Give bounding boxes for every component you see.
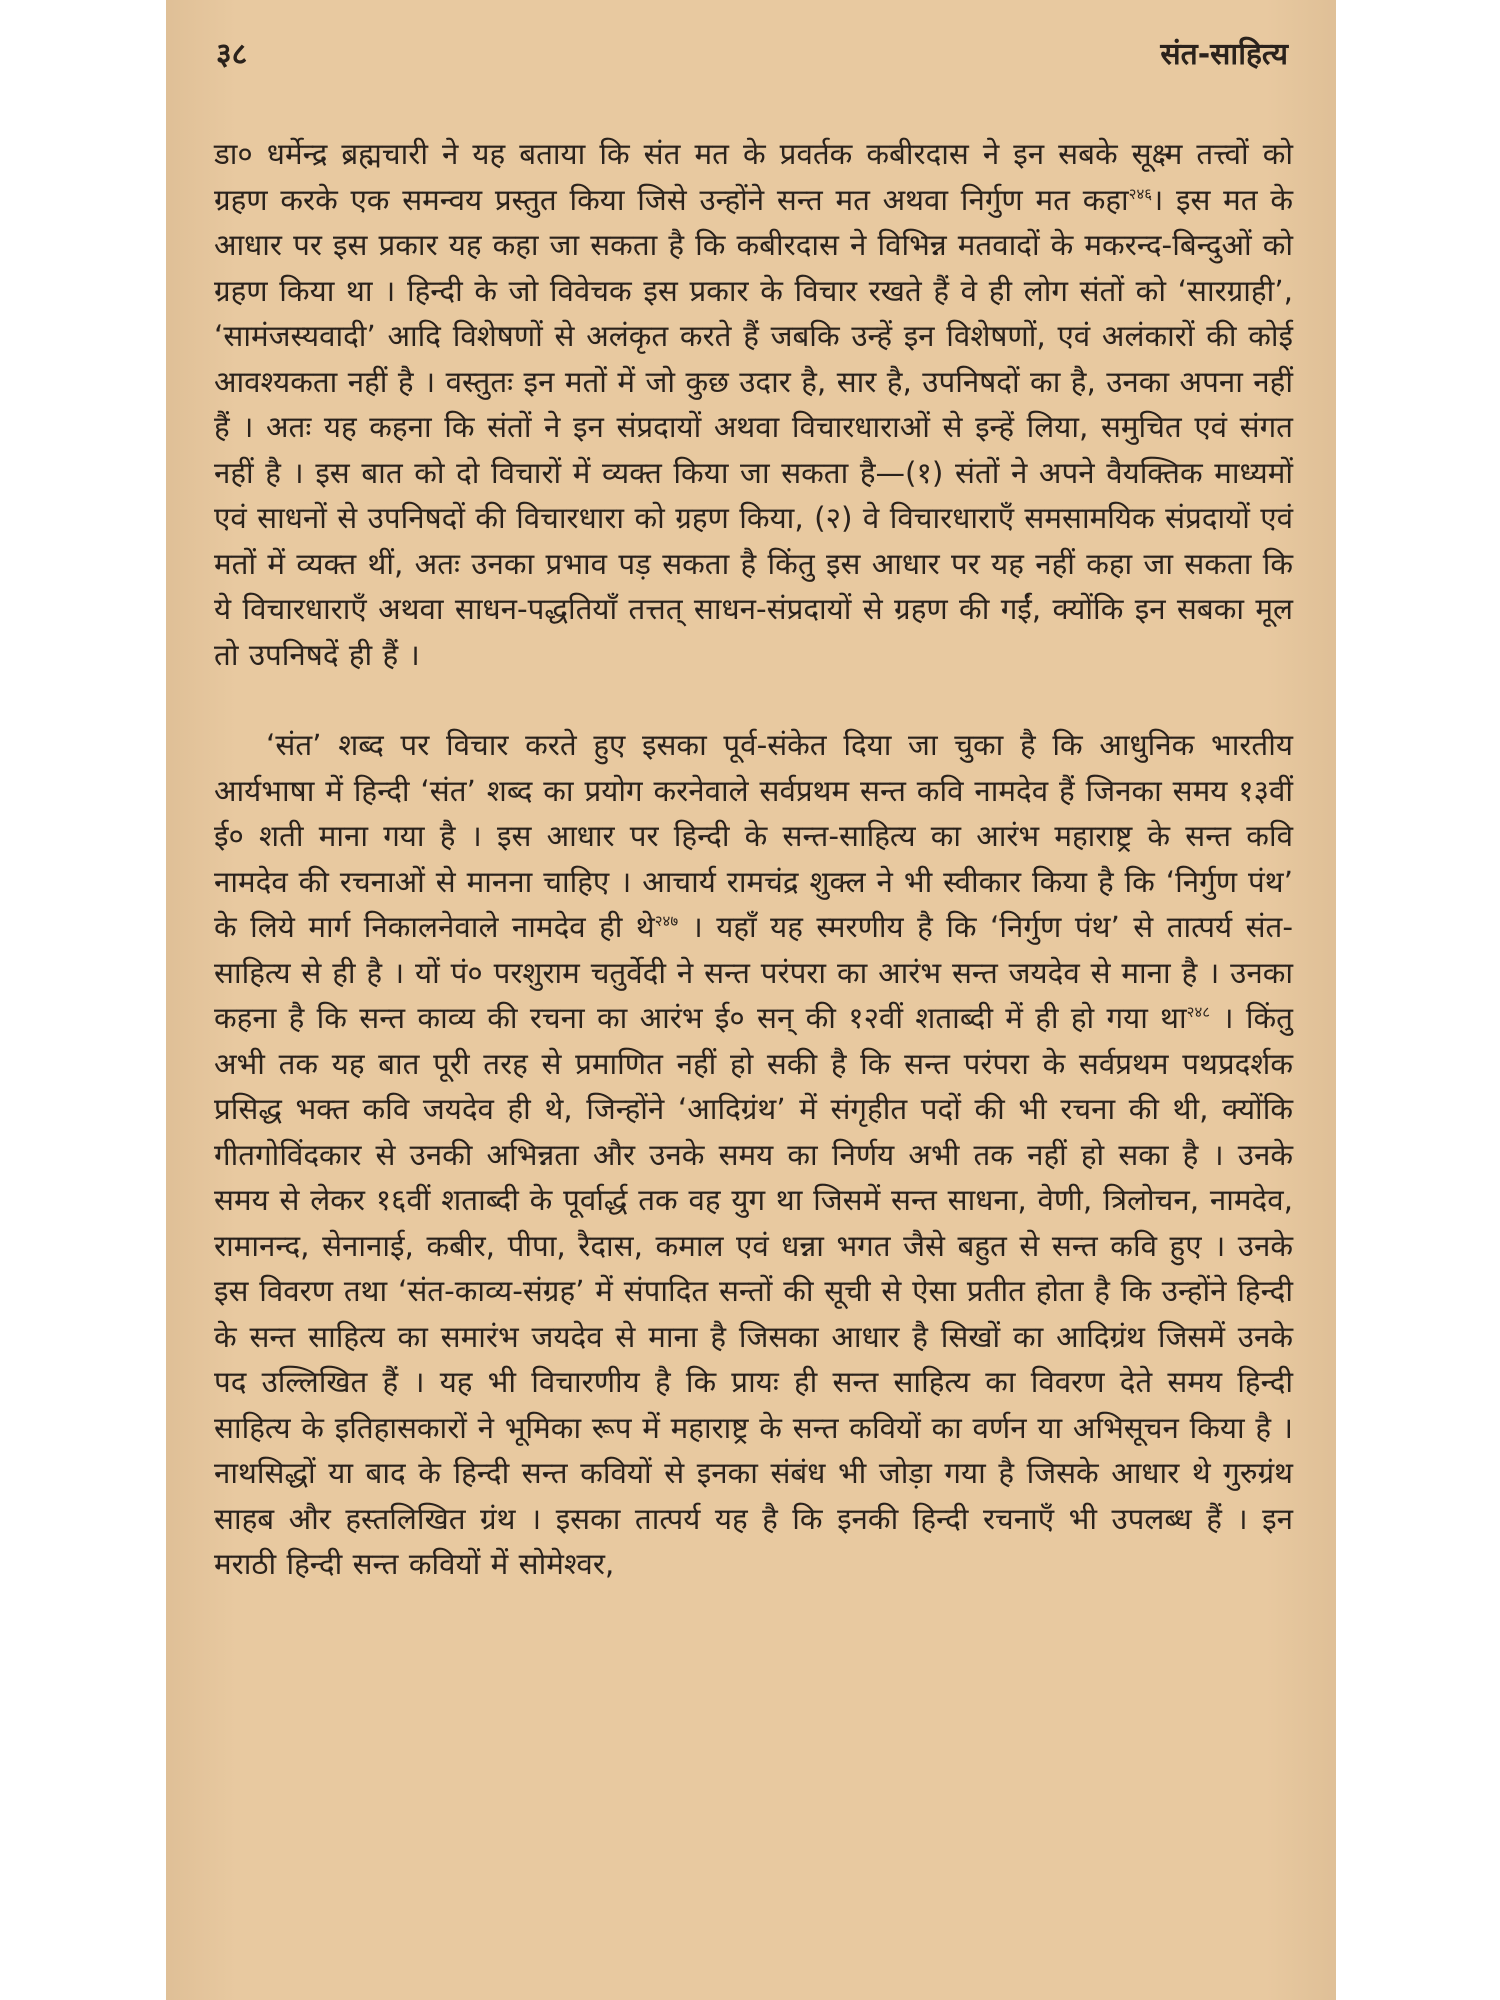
body-text	[214, 132, 1293, 1588]
paragraph-2	[214, 723, 1293, 1588]
paragraph-2-text-end: । किंतु अभी तक यह बात पूरी तरह से प्रमाणित नहीं हो सकी है कि सन्त परंपरा के सर्वप्रथम पथप्रदर्शक प्रसिद्ध भक्त कवि जयदेव ही थे, जिन्होंने ‘आदिग्रंथ’ में संगृहीत पदों की भी रचना की थी, क्योंकि गीतगोविंदकार से उनकी अभिन्नता और उनके समय का निर्णय अभी तक नहीं हो सका है । उनके समय से लेकर १६वीं शताब्दी के पूर्वार्द्ध तक वह युग था जिसमें सन्त साधना, वेणी, त्रिलोचन, नामदेव, रामानन्द, सेनानाई, कबीर, पीपा, रैदास, कमाल एवं धन्ना भगत जैसे बहुत से सन्त कवि हुए । उनके इस विवरण तथा ‘संत-काव्य-संग्रह’ में संपादित सन्तों की सूची से ऐसा प्रतीत होता है कि उन्होंने हिन्दी के सन्त साहित्य का समारंभ जयदेव से माना है जिसका आधार है सिखों का आदिग्रंथ जिसमें उनके पद उल्लिखित हैं । यह भी विचारणीय है कि प्रायः ही सन्त साहित्य का विवरण देते समय हिन्दी साहित्य के इतिहासकारों ने भूमिका रूप में महाराष्ट्र के सन्त कवियों का वर्णन या अभिसूचन किया है । नाथसिद्धों या बाद के हिन्दी सन्त कवियों से इनका संबंध भी जोड़ा गया है जिसके आधार थे गुरुग्रंथ साहब और हस्तलिखित ग्रंथ । इसका तात्पर्य यह है कि इनकी हिन्दी रचनाएँ भी उपलब्ध हैं । इन मराठी हिन्दी सन्त कवियों में सोमेश्वर,	[214, 1001, 1293, 1581]
footnote-ref-247: २४७	[654, 912, 679, 931]
paragraph-2-text: ‘संत’ शब्द पर विचार करते हुए इसका पूर्व-संकेत दिया जा चुका है कि आधुनिक भारतीय आर्यभाषा में हिन्दी ‘संत’ शब्द का प्रयोग करनेवाले सर्वप्रथम सन्त कवि नामदेव हैं जिनका समय १३वीं ई० शती माना गया है । इस आधार पर हिन्दी के सन्त-साहित्य का आरंभ महाराष्ट्र के सन्त कवि नामदेव की रचनाओं से मानना चाहिए । आचार्य रामचंद्र शुक्ल ने भी स्वीकार किया है कि ‘निर्गुण पंथ’ के लिये मार्ग निकालनेवाले नामदेव ही थे	[214, 728, 1293, 944]
book-page	[166, 0, 1336, 2000]
page-header	[216, 32, 1288, 72]
footnote-ref-246: २४६	[1128, 184, 1153, 203]
paragraph-2-text-cont: । यहाँ यह स्मरणीय है कि ‘निर्गुण पंथ’ से तात्पर्य संत-साहित्य से ही है । यों पं० परशुराम चतुर्वेदी ने सन्त परंपरा का आरंभ सन्त जयदेव से माना है । उनका कहना है कि सन्त काव्य की रचना का आरंभ ई० सन् की १२वीं शताब्दी में ही हो गया था	[214, 910, 1293, 1035]
paragraph-1	[214, 132, 1293, 678]
running-title: संत-साहित्य	[1160, 37, 1288, 72]
paragraph-1-text-cont: । इस मत के आधार पर इस प्रकार यह कहा जा सकता है कि कबीरदास ने विभिन्न मतवादों के मकरन्द-बिन्दुओं को ग्रहण किया था । हिन्दी के जो विवेचक इस प्रकार के विचार रखते हैं वे ही लोग संतों को ‘सारग्राही’, ‘सामंजस्यवादी’ आदि विशेषणों से अलंकृत करते हैं जबकि उन्हें इन विशेषणों, एवं अलंकारों की कोई आवश्यकता नहीं है । वस्तुतः इन मतों में जो कुछ उदार है, सार है, उपनिषदों का है, उनका अपना नहीं हैं । अतः यह कहना कि संतों ने इन संप्रदायों अथवा विचारधाराओं से इन्हें लिया, समुचित एवं संगत नहीं है । इस बात को दो विचारों में व्यक्त किया जा सकता है—(१) संतों ने अपने वैयक्तिक माध्यमों एवं साधनों से उपनिषदों की विचारधारा को ग्रहण किया, (२) वे विचारधाराएँ समसामयिक संप्रदायों एवं मतों में व्यक्त थीं, अतः उनका प्रभाव पड़ सकता है किंतु इस आधार पर यह नहीं कहा जा सकता कि ये विचारधाराएँ अथवा साधन-पद्धतियाँ तत्तत् साधन-संप्रदायों से ग्रहण की गईं, क्योंकि इन सबका मूल तो उपनिषदें ही हैं ।	[214, 182, 1293, 672]
paragraph-1-text: डा० धर्मेन्द्र ब्रह्मचारी ने यह बताया कि संत मत के प्रवर्तक कबीरदास ने इन सबके सूक्ष्म तत्त्वों को ग्रहण करके एक समन्वय प्रस्तुत किया जिसे उन्होंने सन्त मत अथवा निर्गुण मत कहा	[214, 137, 1293, 217]
footnote-ref-248: २४८	[1186, 1003, 1211, 1022]
page-number: ३८	[216, 37, 248, 72]
